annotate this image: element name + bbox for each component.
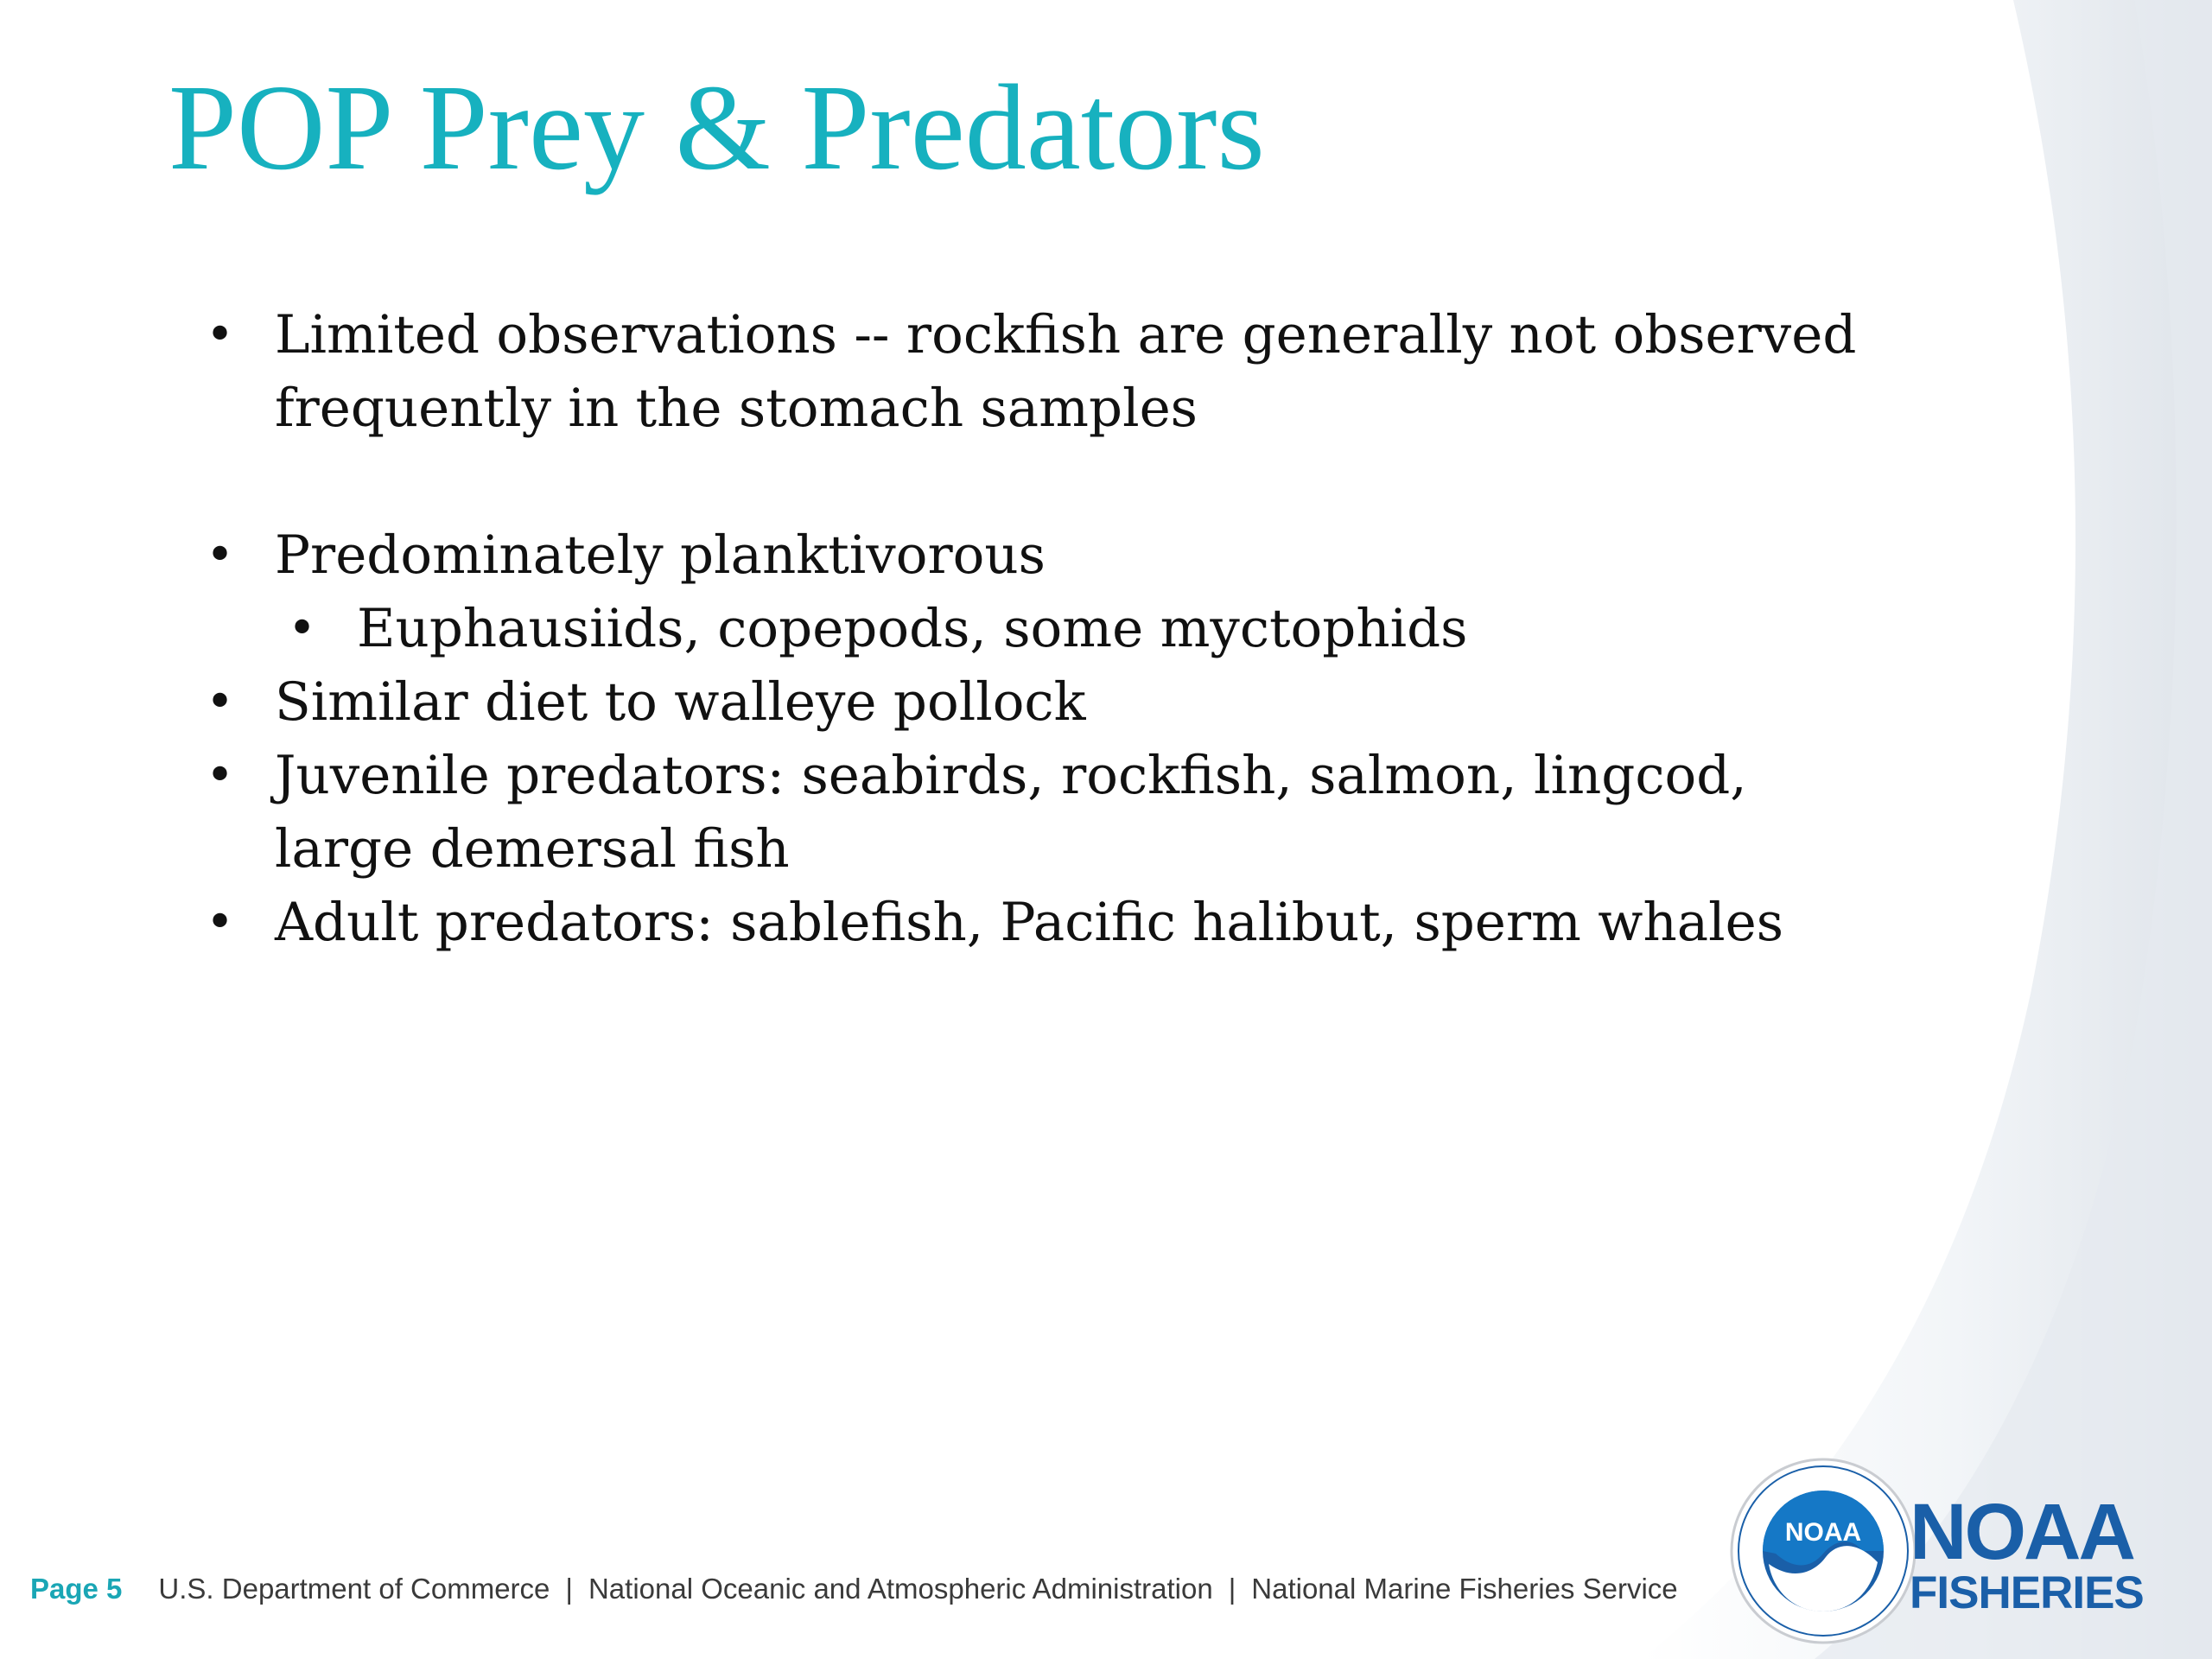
page-number: Page 5 [30,1573,123,1605]
noaa-fisheries-wordmark [1910,1488,2144,1618]
bullet-item [199,298,1884,445]
bullet-list [199,298,1884,959]
bullet-text: Euphausiids, copepods, some myctophids [357,598,1468,659]
bullet-item [199,518,1884,592]
bullet-text: Predominately planktivorous [275,524,1046,586]
footer-item: U.S. Department of Commerce [158,1573,550,1605]
bullet-dot: • [206,674,235,730]
bullet-dot: • [206,894,235,950]
bullet-text: Juvenile predators: seabirds, rockfish, salmon, lingcod, large demersal fish [275,745,1747,880]
brand-line-1: NOAA [1910,1488,2133,1576]
bullet-item [199,739,1884,886]
brand-line-2: FISHERIES [1910,1567,2144,1618]
footer [30,1573,1678,1605]
slide-title: POP Prey & Predators [168,59,1265,195]
bullet-item [199,665,1884,739]
bullet-dot: • [288,601,317,657]
noaa-seal-icon [1724,1452,1923,1650]
bullet-dot: • [206,747,235,804]
bullet-dot: • [206,527,235,583]
footer-item: National Oceanic and Atmospheric Administration [588,1573,1213,1605]
footer-separator: | [1228,1573,1236,1605]
footer-separator: | [565,1573,573,1605]
bullet-text: Similar diet to walleye pollock [275,671,1086,733]
bullet-text: Adult predators: sablefish, Pacific halibut, sperm whales [275,892,1784,953]
sub-bullet-item [199,592,1884,665]
bullet-dot: • [206,307,235,363]
bullet-item [199,886,1884,959]
seal-text: NOAA [1784,1518,1862,1547]
bullet-text: Limited observations -- rockfish are generally not observed frequently in the stomach samples [275,304,1857,439]
footer-item: National Marine Fisheries Service [1251,1573,1678,1605]
